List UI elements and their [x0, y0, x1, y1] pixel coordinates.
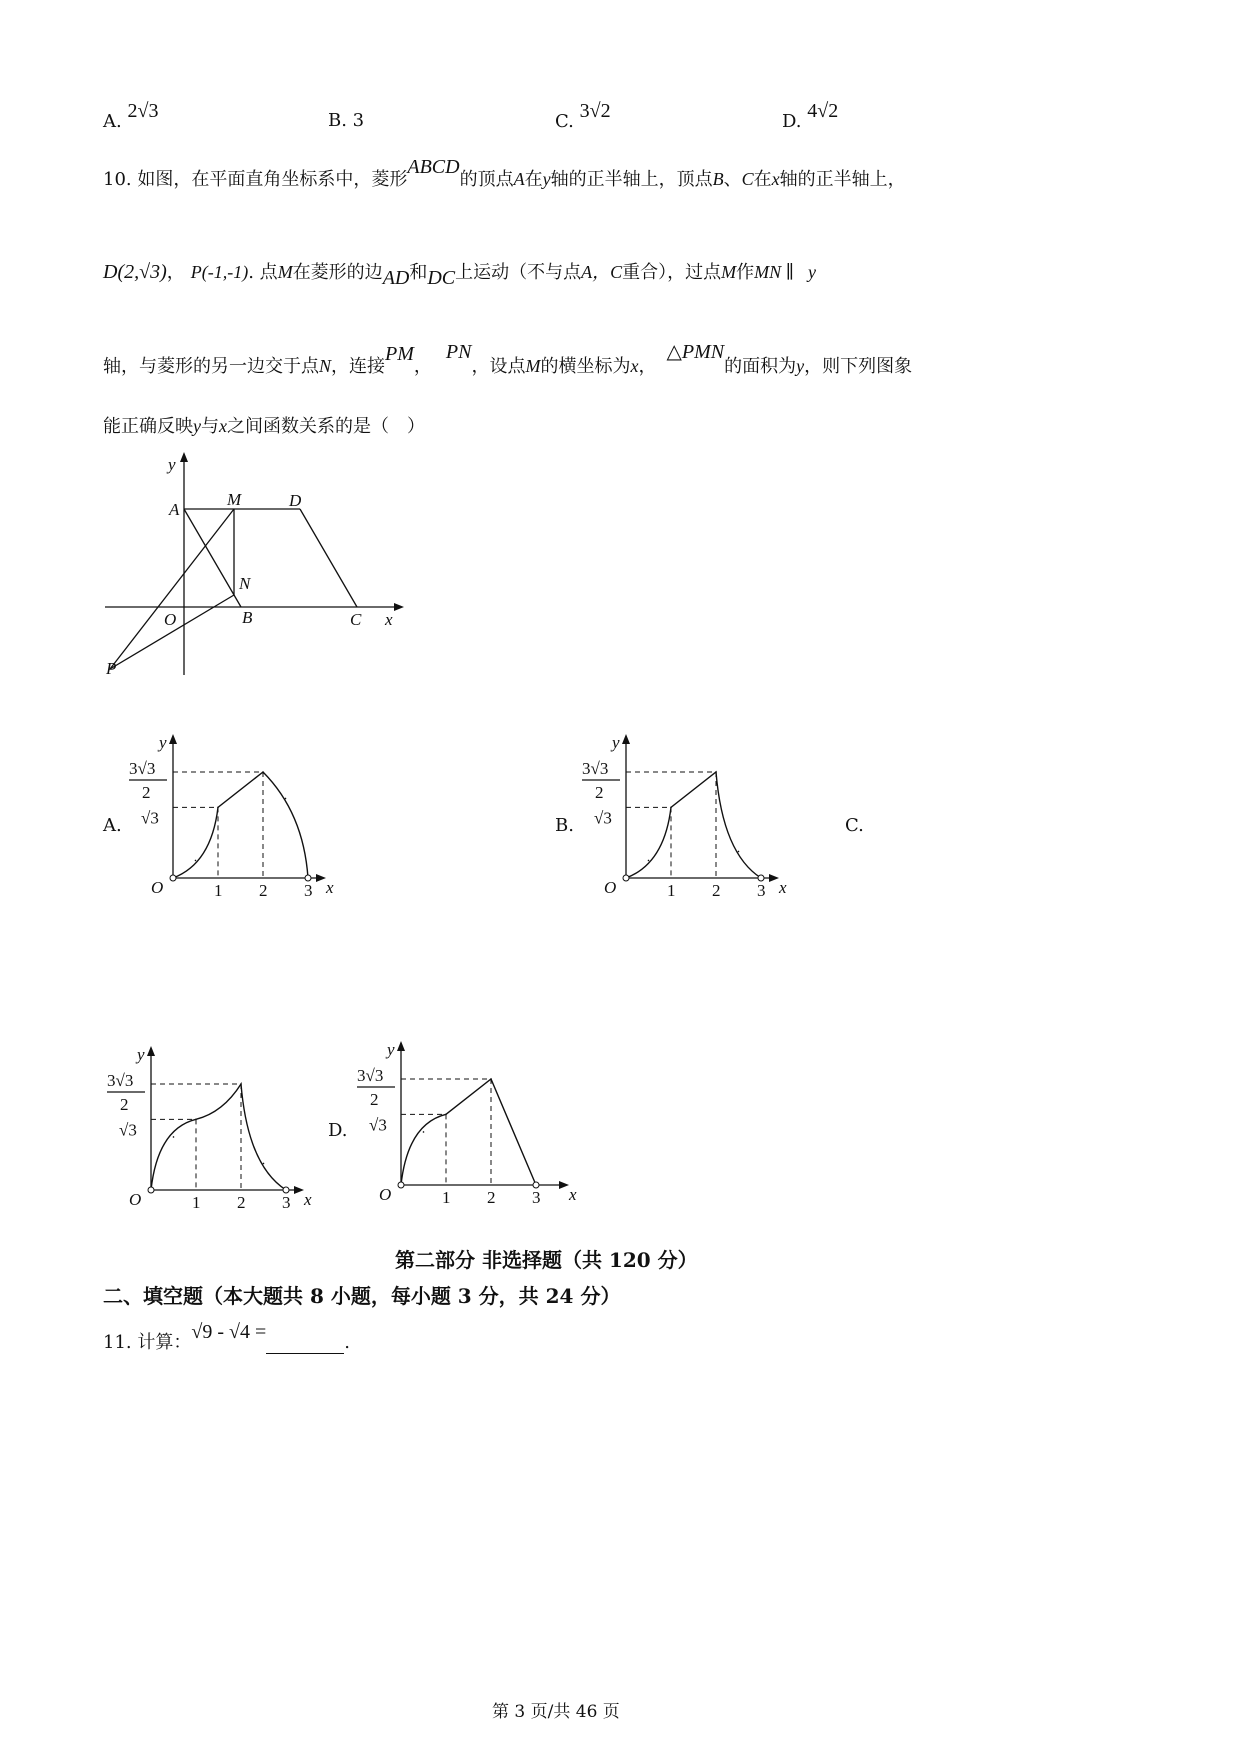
q9-option-a: A. 2√3	[103, 100, 159, 132]
y-axis-arrow	[147, 1046, 155, 1056]
tick-label-mid: √3	[594, 808, 612, 828]
q9-option-d: D. 4√2	[782, 100, 839, 132]
point-p: P(-1,-1)	[190, 262, 249, 282]
tick-label-1: 1	[442, 1188, 451, 1207]
x-axis-arrow	[294, 1186, 304, 1194]
graph-option-b-label: B.	[555, 815, 574, 836]
graph-option-d-label: D.	[328, 1120, 348, 1141]
page-footer: 第 3 页/共 46 页	[492, 1702, 620, 1722]
fig-label-n: N	[239, 574, 251, 593]
q11: 11. 计算：√9 - √4 = .	[103, 1321, 350, 1353]
data-point	[445, 1114, 447, 1116]
data-point	[263, 1163, 265, 1165]
data-point	[195, 860, 197, 862]
q9-option-a-value: 2√3	[127, 100, 159, 122]
y-axis-label: y	[137, 1045, 145, 1064]
x-axis-arrow	[769, 874, 779, 882]
graph-option-b	[578, 728, 793, 903]
function-curve	[626, 772, 761, 878]
open-point-origin	[148, 1187, 154, 1193]
origin-label: O	[129, 1190, 142, 1209]
x-axis-label: x	[326, 878, 334, 897]
tick-label-1: 1	[214, 881, 223, 900]
data-point	[715, 771, 717, 773]
y-axis-label: y	[387, 1040, 395, 1059]
graph-option-d	[353, 1035, 583, 1215]
x-axis-label: x	[779, 878, 787, 897]
tick-label-top-den: 2	[120, 1095, 129, 1114]
tick-label-1: 1	[667, 881, 676, 900]
function-curve	[173, 772, 308, 878]
q9-option-c: C. 3√2	[555, 100, 611, 132]
x-axis-arrow	[559, 1181, 569, 1189]
fig-label-y: y	[168, 455, 176, 474]
data-point	[240, 1083, 242, 1085]
x-axis-label: x	[569, 1185, 577, 1204]
fig-label-b: B	[242, 608, 253, 627]
y-axis-arrow	[622, 734, 630, 744]
tick-label-3: 3	[282, 1193, 291, 1212]
tick-label-top-num: 3√3	[582, 759, 609, 778]
x-axis-label: x	[304, 1190, 312, 1209]
tick-label-mid: √3	[141, 808, 159, 828]
tick-label-3: 3	[304, 881, 313, 900]
y-axis-arrow	[397, 1041, 405, 1051]
tick-label-1: 1	[192, 1193, 201, 1212]
tick-label-mid: √3	[369, 1115, 387, 1135]
fig-label-a: A	[169, 500, 180, 519]
fig-label-p: P	[106, 659, 117, 678]
fig-label-x: x	[385, 610, 393, 629]
q11-answer-blank[interactable]	[266, 1333, 344, 1354]
y-axis-label: y	[612, 733, 620, 752]
data-point	[670, 807, 672, 809]
x-axis-arrow	[316, 874, 326, 882]
q9-option-c-value: 3√2	[579, 100, 611, 122]
fig-label-o: O	[164, 610, 177, 629]
graph-option-c-label: C.	[845, 815, 864, 836]
open-point-origin	[623, 875, 629, 881]
q9-option-b: B. 3	[328, 110, 365, 131]
graph-option-c	[103, 1040, 318, 1215]
data-point	[423, 1131, 425, 1133]
tick-label-top-den: 2	[595, 783, 604, 802]
tick-label-2: 2	[259, 881, 268, 900]
function-curve	[401, 1079, 536, 1185]
section-fill-in: 二、填空题（本大题共 8 小题，每小题 3 分，共 24 分）	[103, 1284, 621, 1308]
tick-label-top-num: 3√3	[107, 1071, 134, 1090]
q9-option-d-value: 4√2	[807, 100, 839, 122]
tick-label-2: 2	[237, 1193, 246, 1212]
tick-label-3: 3	[532, 1188, 541, 1207]
rhombus-figure	[100, 450, 420, 690]
origin-label: O	[151, 878, 164, 897]
tick-label-3: 3	[757, 881, 766, 900]
tick-label-top-den: 2	[142, 783, 151, 802]
data-point	[217, 807, 219, 809]
q10-line-2: D(2,√3)， P(-1,-1). 点M在菱形的边AD和DC上运动（不与点A，C重合），过点M作MN ∥ y	[103, 261, 816, 289]
data-point	[195, 1119, 197, 1121]
y-axis-arrow	[169, 734, 177, 744]
part2-heading: 第二部分 非选择题（共 120 分）	[395, 1248, 698, 1272]
fig-label-c: C	[350, 610, 362, 629]
q10-line-1: 10. 如图，在平面直角坐标系中，菱形ABCD的顶点A在y轴的正半轴上，顶点B、C在x轴的正半轴上，	[103, 156, 906, 190]
q11-expression: √9 - √4 =	[191, 1321, 267, 1343]
data-point	[738, 851, 740, 853]
graph-option-a	[125, 728, 340, 903]
tick-label-top-den: 2	[370, 1090, 379, 1109]
data-point	[285, 798, 287, 800]
origin-label: O	[379, 1185, 392, 1204]
tick-label-2: 2	[487, 1188, 496, 1207]
data-point	[648, 860, 650, 862]
tick-label-top-num: 3√3	[357, 1066, 384, 1085]
tick-label-2: 2	[712, 881, 721, 900]
data-point	[490, 1078, 492, 1080]
tick-label-top-num: 3√3	[129, 759, 156, 778]
point-d: D(2,√3)	[103, 261, 167, 283]
open-point-origin	[398, 1182, 404, 1188]
q10-line-3: 轴，与菱形的另一边交于点N，连接PM，PN，设点M的横坐标为x，△PMN的面积为y，则下列图象	[103, 341, 913, 377]
q10-line-4: 能正确反映y与x之间函数关系的是（ ）	[103, 416, 425, 437]
tick-label-mid: √3	[119, 1120, 137, 1140]
origin-label: O	[604, 878, 617, 897]
open-point-origin	[170, 875, 176, 881]
data-point	[262, 771, 264, 773]
fig-label-d: D	[289, 491, 302, 510]
graph-option-a-label: A.	[103, 815, 122, 836]
function-curve	[151, 1084, 286, 1190]
fig-label-m: M	[227, 490, 242, 509]
y-axis-label: y	[159, 733, 167, 752]
data-point	[173, 1136, 175, 1138]
